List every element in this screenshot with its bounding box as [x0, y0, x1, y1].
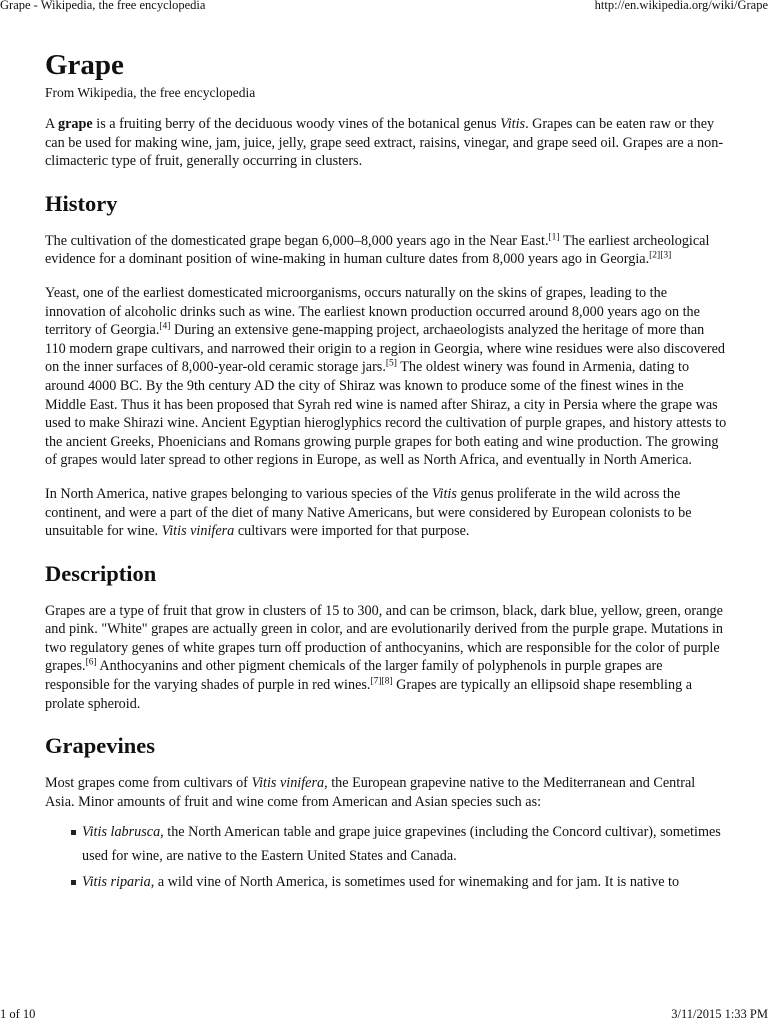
list-item: Vitis labrusca, the North American table and grape juice grapevines (including the Concord cultivar), sometimes used for wine, are native to the Eastern United States and Canada.: [45, 821, 727, 868]
history-paragraph-2: Yeast, one of the earliest domesticated microorganisms, occurs naturally on the skins of grapes, leading to the innovation of alcoholic drinks such as wine. The earliest known production occurred around 8,000 years ago on the territory of Georgia.[4] During an extensive gene-mapping project, archaeologists analyzed the heritage of more than 110 modern grape cultivars, and narrowed their origin to a region in Georgia, where wine residues were also discovered on the inner surfaces of 8,000-year-old ceramic storage jars.[5] The oldest winery was found in Armenia, dating to around 4000 BC. By the 9th century AD the city of Shiraz was known to produce some of the finest wines in the Middle East. Thus it has been proposed that Syrah red wine is named after Shiraz, a city in Persia where the grape was used to make Shirazi wine. Ancient Egyptian hieroglyphics record the cultivation of purple grapes, and history attests to the ancient Greeks, Phoenicians and Romans growing purple grapes for both eating and wine production. The growing of grapes would later spread to other regions in Europe, as well as North Africa, and eventually in North America.: [45, 284, 727, 469]
species-list: [45, 821, 727, 895]
grapevines-paragraph: Most grapes come from cultivars of Vitis vinifera, the European grapevine native to the Mediterranean and Central Asia. Minor amounts of fruit and wine come from American and Asian species such as:: [45, 775, 696, 810]
page-url: http://en.wikipedia.org/wiki/Grape: [594, 0, 768, 12]
tab-title: Grape - Wikipedia, the free encyclopedia: [0, 0, 206, 12]
page-title: Grape: [45, 49, 124, 81]
term-grape: grape: [58, 116, 93, 132]
bullet-icon: [71, 880, 76, 885]
print-timestamp: 3/11/2015 1:33 PM: [671, 1007, 768, 1021]
history-paragraph-1: The cultivation of the domesticated grape began 6,000–8,000 years ago in the Near East.[1] The earliest archeological evidence for a dominant position of wine-making in human culture dates from 8,000 years ago in Georgia.[2][3]: [45, 232, 710, 268]
article: [45, 48, 727, 895]
citation-link[interactable]: [7][8]: [370, 676, 393, 687]
heading-grapevines: Grapevines: [45, 733, 155, 759]
history-paragraph-3: In North America, native grapes belonging to various species of the Vitis genus proliferate in the wild across the continent, and were a part of the diet of many Native Americans, but were considered by European colonists to be unsuitable for wine. Vitis vinifera cultivars were imported for that purpose.: [45, 485, 692, 540]
citation-link[interactable]: [5]: [385, 358, 397, 369]
page-subtitle: From Wikipedia, the free encyclopedia: [45, 85, 256, 100]
citation-link[interactable]: [2][3]: [649, 250, 672, 261]
citation-link[interactable]: [1]: [548, 232, 560, 243]
citation-link[interactable]: [6]: [85, 657, 97, 668]
description-paragraph: Grapes are a type of fruit that grow in clusters of 15 to 300, and can be crimson, black, dark blue, yellow, green, orange and pink. "White" grapes are actually green in color, and are evolutionarily derived from the purple grape. Mutations in two regulatory genes of white grapes turn off production of anthocyanins, which are responsible for the color of purple grapes.[6] Anthocyanins and other pigment chemicals of the larger family of polyphenols in purple grapes are responsible for the varying shades of purple in red wines.[7][8] Grapes are typically an ellipsoid shape resembling a prolate spheroid.: [45, 602, 723, 712]
page-count: 1 of 10: [0, 1007, 36, 1021]
list-item: Vitis riparia, a wild vine of North America, is sometimes used for winemaking and for jam. It is native to: [45, 871, 727, 895]
bullet-icon: [71, 830, 76, 835]
heading-history: History: [45, 190, 118, 216]
heading-description: Description: [45, 560, 157, 586]
citation-link[interactable]: [4]: [159, 321, 171, 332]
intro-paragraph: A grape is a fruiting berry of the deciduous woody vines of the botanical genus Vitis. Grapes can be eaten raw or they can be used for making wine, jam, juice, jelly, grape seed extract, raisins, vinegar, and grape seed oil. Grapes are a non-climacteric type of fruit, generally occurring in clusters.: [45, 116, 724, 170]
